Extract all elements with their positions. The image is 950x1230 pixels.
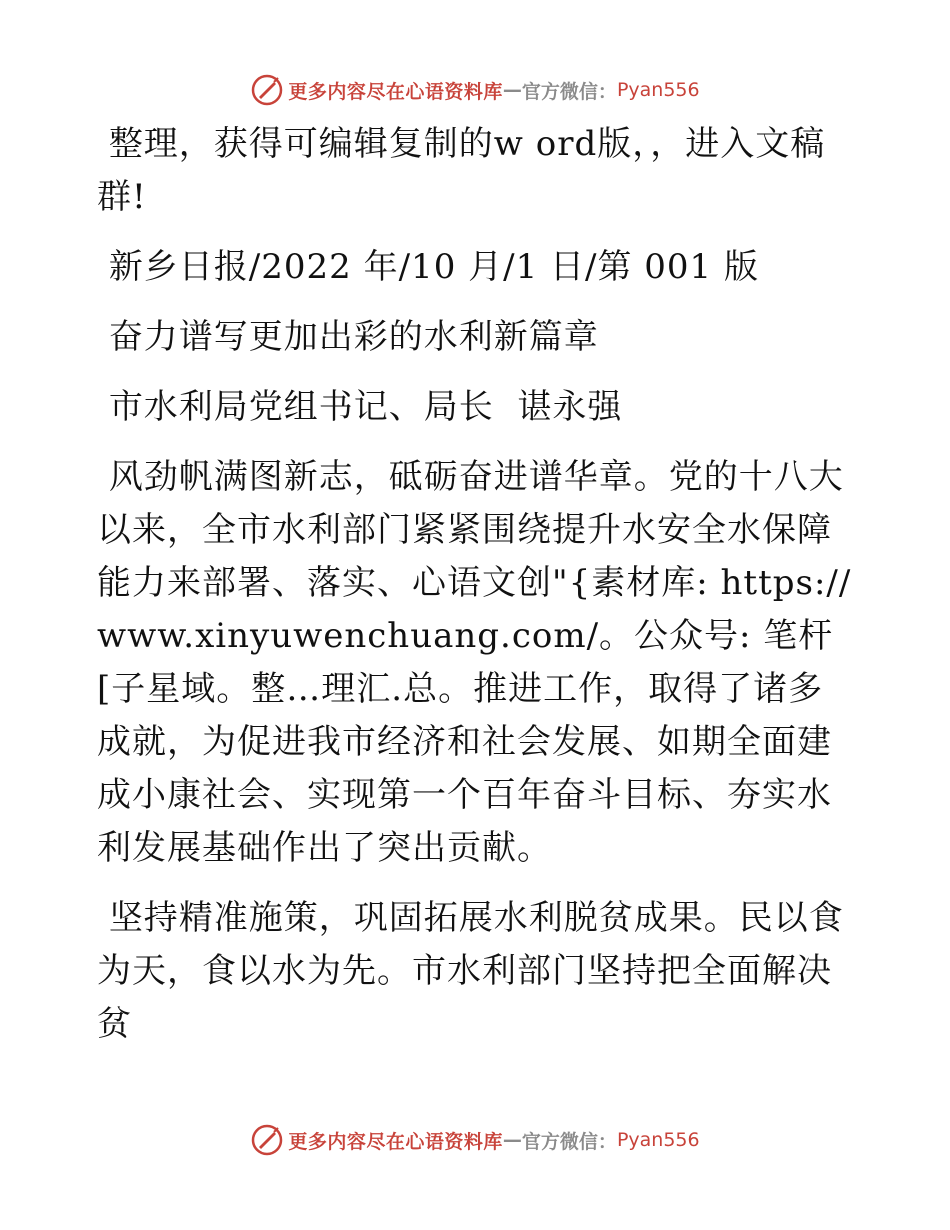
article-title: 奋力谱写更加出彩的水利新篇章: [97, 317, 599, 357]
footer-banner: [0, 1120, 950, 1160]
quill-seal-icon: [250, 73, 284, 107]
document-body: [97, 118, 864, 1068]
banner-separator: —: [502, 1129, 522, 1151]
intro-paragraph: 整理，获得可编辑复制的w ord版，，进入文稿群!: [97, 124, 826, 217]
header-banner: [0, 70, 950, 110]
quill-seal-icon: [250, 1123, 284, 1157]
banner-contact-label: 官方微信：: [521, 1130, 617, 1153]
banner-separator: —: [502, 79, 522, 101]
banner-contact-label: 官方微信：: [521, 80, 617, 103]
banner-slogan: 更多内容尽在心语资料库: [288, 80, 503, 103]
banner-contact-id: Pyan556: [616, 79, 700, 101]
body-paragraph: 坚持精准施策，巩固拓展水利脱贫成果。民以食为天，食以水为先。市水利部门坚持把全面解决贫: [97, 898, 844, 1044]
banner-contact-id: Pyan556: [616, 1129, 700, 1151]
body-paragraph: 风劲帆满图新志，砥砺奋进谱华章。党的十八大以来，全市水利部门紧紧围绕提升水安全水保障能力来部署、落实、心语文创"{素材库: https:// www.xinyuwenchuang.com/。公众号: 笔杆[子星域。整…理汇.总。推进工作，取得了诸多成就，为促进我市经济和社会发展、如期全面建成小康社会、实现第一个百年奋斗目标、夯实水利发展基础作出了突出贡献。: [97, 457, 864, 868]
author-line: 市水利局党组书记、局长 谌永强: [97, 387, 623, 427]
source-line: 新乡日报/2022 年/10 月/1 日/第 001 版: [97, 247, 759, 287]
banner-slogan: 更多内容尽在心语资料库: [288, 1130, 503, 1153]
